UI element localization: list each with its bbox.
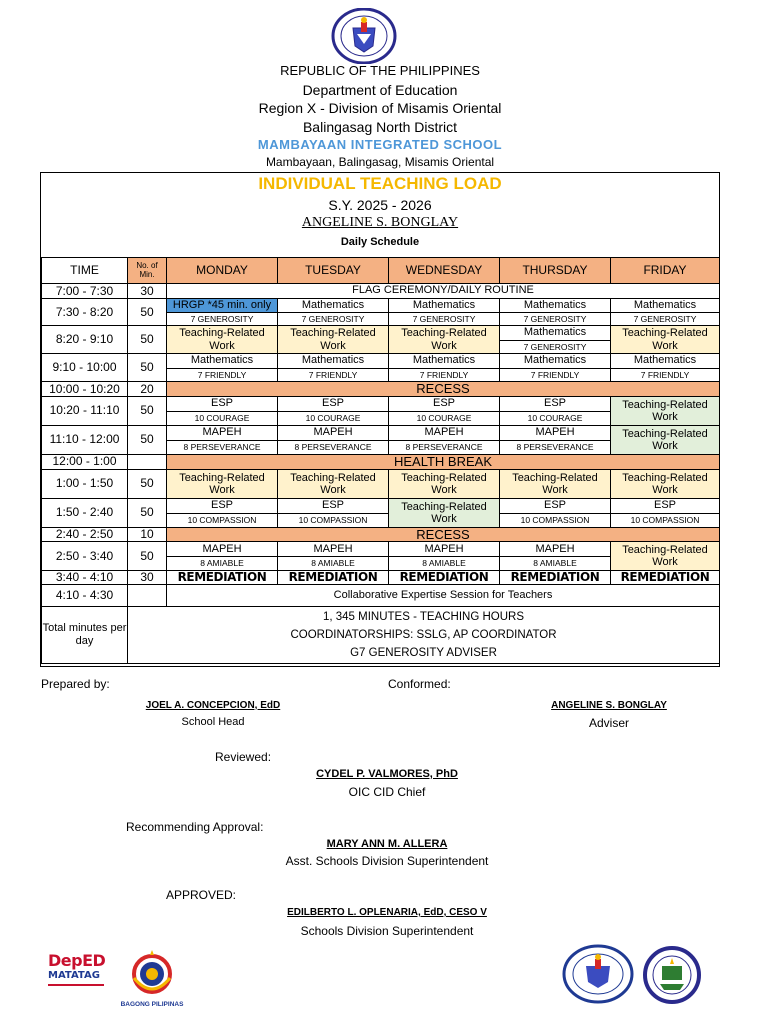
section-cell: 8 AMIABLE xyxy=(500,557,611,571)
table-row xyxy=(42,542,720,557)
teaching-related-work-cell: Teaching-Related Work xyxy=(611,425,720,454)
adviser-name: ANGELINE S. BONGLAY xyxy=(551,700,667,711)
remediation-cell: REMEDIATION xyxy=(500,571,611,585)
subject-cell: Mathematics xyxy=(278,299,389,313)
teaching-related-work-cell: Teaching-Related Work xyxy=(389,498,500,527)
col-header-minutes: No. of Min. xyxy=(128,258,167,284)
recess-cell: RECESS xyxy=(167,382,720,397)
time-cell: 9:10 - 10:00 xyxy=(42,354,128,382)
subject-cell: ESP xyxy=(167,396,278,411)
table-row xyxy=(42,585,720,607)
time-cell: 1:50 - 2:40 xyxy=(42,498,128,527)
section-cell: 8 PERSEVERANCE xyxy=(389,440,500,454)
minutes-cell: 30 xyxy=(128,284,167,299)
subject-cell: MAPEH xyxy=(389,542,500,557)
minutes-cell: 30 xyxy=(128,571,167,585)
section-cell: 7 GENEROSITY xyxy=(167,313,278,326)
subject-cell: MAPEH xyxy=(500,425,611,440)
header-republic: REPUBLIC OF THE PHILIPPINES xyxy=(280,63,480,78)
table-row xyxy=(42,354,720,369)
section-cell: 7 FRIENDLY xyxy=(611,369,720,382)
subject-cell: Mathematics xyxy=(611,354,720,369)
minutes-cell xyxy=(128,585,167,607)
section-cell: 8 PERSEVERANCE xyxy=(500,440,611,454)
minutes-cell xyxy=(128,454,167,469)
table-row xyxy=(42,498,720,513)
table-row xyxy=(42,469,720,498)
subject-cell: Mathematics xyxy=(611,299,720,313)
minutes-cell: 10 xyxy=(128,527,167,542)
header-address: Mambayaan, Balingasag, Misamis Oriental xyxy=(265,155,495,169)
time-cell: 2:40 - 2:50 xyxy=(42,527,128,542)
adviser-title: Adviser xyxy=(588,716,629,730)
col-header-monday: MONDAY xyxy=(167,258,278,284)
total-summary-cell xyxy=(128,607,720,664)
remediation-cell: REMEDIATION xyxy=(278,571,389,585)
minutes-cell: 50 xyxy=(128,299,167,326)
section-cell: 7 FRIENDLY xyxy=(278,369,389,382)
reviewed-label: Reviewed: xyxy=(215,750,272,764)
minutes-cell: 50 xyxy=(128,425,167,454)
time-cell: 3:40 - 4:10 xyxy=(42,571,128,585)
sds-name: EDILBERTO L. OPLENARIA, EdD, CESO V xyxy=(287,907,487,918)
section-cell: 10 COURAGE xyxy=(278,411,389,425)
time-cell: 10:20 - 11:10 xyxy=(42,396,128,425)
remediation-cell: REMEDIATION xyxy=(389,571,500,585)
school-year: S.Y. 2025 - 2026 xyxy=(328,197,432,213)
adviser-text: G7 GENEROSITY ADVISER xyxy=(350,647,497,660)
deped-division-seal-logo xyxy=(562,944,634,1004)
table-row xyxy=(42,454,720,469)
teaching-related-work-cell: Teaching-Related Work xyxy=(389,469,500,498)
header-district: Balingasag North District xyxy=(302,119,458,135)
section-cell: 8 PERSEVERANCE xyxy=(167,440,278,454)
section-cell: 7 FRIENDLY xyxy=(167,369,278,382)
table-row xyxy=(42,571,720,585)
subject-cell: ESP xyxy=(500,396,611,411)
teaching-related-work-cell: Teaching-Related Work xyxy=(389,326,500,354)
section-cell: 7 GENEROSITY xyxy=(611,313,720,326)
minutes-cell: 50 xyxy=(128,354,167,382)
deped-seal-logo xyxy=(331,8,397,64)
header-school-name: MAMBAYAAN INTEGRATED SCHOOL xyxy=(257,137,503,152)
subject-cell: Mathematics xyxy=(389,299,500,313)
time-cell: 2:50 - 3:40 xyxy=(42,542,128,571)
section-cell: 10 COURAGE xyxy=(389,411,500,425)
collaborative-session-cell: Collaborative Expertise Session for Teachers xyxy=(167,585,720,607)
section-cell: 8 AMIABLE xyxy=(167,557,278,571)
subject-cell: ESP xyxy=(500,498,611,513)
health-break-cell: HEALTH BREAK xyxy=(167,454,720,469)
matatag-wordmark: MATATAG xyxy=(48,970,100,981)
time-cell: 7:30 - 8:20 xyxy=(42,299,128,326)
cid-chief-name: CYDEL P. VALMORES, PhD xyxy=(316,768,458,780)
subject-cell: Mathematics xyxy=(278,354,389,369)
coordinatorships-text: COORDINATORSHIPS: SSLG, AP COORDINATOR xyxy=(290,629,557,642)
teaching-related-work-cell: Teaching-Related Work xyxy=(278,326,389,354)
subject-cell: MAPEH xyxy=(167,425,278,440)
subject-cell: ESP xyxy=(611,498,720,513)
asds-name: MARY ANN M. ALLERA xyxy=(326,838,448,850)
asds-title: Asst. Schools Division Superintendent xyxy=(285,854,489,868)
table-row xyxy=(42,527,720,542)
remediation-cell: REMEDIATION xyxy=(611,571,720,585)
subject-cell: ESP xyxy=(167,498,278,513)
teaching-related-work-cell: Teaching-Related Work xyxy=(611,469,720,498)
time-cell: 4:10 - 4:30 xyxy=(42,585,128,607)
header-department: Department of Education xyxy=(302,82,458,98)
sds-title: Schools Division Superintendent xyxy=(300,924,474,938)
minutes-cell: 50 xyxy=(128,498,167,527)
header-region: Region X - Division of Misamis Oriental xyxy=(258,100,502,116)
table-row xyxy=(42,425,720,440)
section-cell: 7 GENEROSITY xyxy=(500,341,611,354)
col-header-thursday: THURSDAY xyxy=(500,258,611,284)
subject-cell: ESP xyxy=(278,396,389,411)
subject-cell: ESP xyxy=(389,396,500,411)
bagong-pilipinas-emblem-icon xyxy=(118,948,186,996)
table-row xyxy=(42,284,720,299)
section-cell: 10 COURAGE xyxy=(167,411,278,425)
table-row xyxy=(42,382,720,397)
section-cell: 8 AMIABLE xyxy=(278,557,389,571)
teaching-hours-text: 1, 345 MINUTES - TEACHING HOURS xyxy=(322,610,525,623)
subject-cell: MAPEH xyxy=(278,425,389,440)
subject-cell: Mathematics xyxy=(500,326,611,341)
col-header-tuesday: TUESDAY xyxy=(278,258,389,284)
subject-cell: MAPEH xyxy=(278,542,389,557)
section-cell: 8 PERSEVERANCE xyxy=(278,440,389,454)
cid-chief-title: OIC CID Chief xyxy=(348,785,426,799)
subject-cell: HRGP *45 min. only xyxy=(167,299,278,313)
remediation-cell: REMEDIATION xyxy=(167,571,278,585)
teaching-related-work-cell: Teaching-Related Work xyxy=(611,396,720,425)
recess-cell: RECESS xyxy=(167,527,720,542)
section-cell: 10 COMPASSION xyxy=(278,513,389,527)
total-minutes-label: Total minutes per day xyxy=(42,607,128,664)
teaching-related-work-cell: Teaching-Related Work xyxy=(167,469,278,498)
section-cell: 7 GENEROSITY xyxy=(389,313,500,326)
section-cell: 7 FRIENDLY xyxy=(389,369,500,382)
section-cell: 7 GENEROSITY xyxy=(278,313,389,326)
section-cell: 10 COMPASSION xyxy=(500,513,611,527)
minutes-cell: 50 xyxy=(128,396,167,425)
minutes-cell: 50 xyxy=(128,542,167,571)
teaching-related-work-cell: Teaching-Related Work xyxy=(278,469,389,498)
total-row xyxy=(42,607,720,664)
subject-cell: Mathematics xyxy=(167,354,278,369)
approved-label: APPROVED: xyxy=(166,888,237,902)
minutes-cell: 50 xyxy=(128,469,167,498)
subject-cell: Mathematics xyxy=(500,299,611,313)
section-cell: 10 COMPASSION xyxy=(167,513,278,527)
section-cell: 10 COMPASSION xyxy=(611,513,720,527)
col-header-wednesday: WEDNESDAY xyxy=(389,258,500,284)
subject-cell: Mathematics xyxy=(389,354,500,369)
time-cell: 12:00 - 1:00 xyxy=(42,454,128,469)
table-row xyxy=(42,299,720,313)
recommending-approval-label: Recommending Approval: xyxy=(126,820,264,834)
time-cell: 8:20 - 9:10 xyxy=(42,326,128,354)
teaching-load-frame xyxy=(40,172,720,667)
school-head-name: JOEL A. CONCEPCION, EdD xyxy=(145,700,281,711)
school-head-title: School Head xyxy=(181,716,245,728)
teaching-related-work-cell: Teaching-Related Work xyxy=(500,469,611,498)
flag-ceremony-cell: FLAG CEREMONY/DAILY ROUTINE xyxy=(167,284,720,299)
teaching-related-work-cell: Teaching-Related Work xyxy=(167,326,278,354)
subject-cell: MAPEH xyxy=(389,425,500,440)
mambayaan-school-seal-logo xyxy=(640,946,704,1004)
deped-matatag-logo xyxy=(48,953,112,1003)
time-cell: 7:00 - 7:30 xyxy=(42,284,128,299)
minutes-cell: 20 xyxy=(128,382,167,397)
schedule-table xyxy=(41,257,720,664)
deped-wordmark: DepED xyxy=(48,951,106,970)
schedule-subtitle: Daily Schedule xyxy=(340,236,420,248)
bagong-pilipinas-logo xyxy=(118,948,186,1006)
section-cell: 7 GENEROSITY xyxy=(500,313,611,326)
section-cell: 7 FRIENDLY xyxy=(500,369,611,382)
section-cell: 10 COURAGE xyxy=(500,411,611,425)
subject-cell: MAPEH xyxy=(167,542,278,557)
time-cell: 10:00 - 10:20 xyxy=(42,382,128,397)
document-title: INDIVIDUAL TEACHING LOAD xyxy=(258,174,502,193)
teaching-related-work-cell: Teaching-Related Work xyxy=(611,326,720,354)
time-cell: 11:10 - 12:00 xyxy=(42,425,128,454)
subject-cell: MAPEH xyxy=(500,542,611,557)
bagong-pilipinas-wordmark: BAGONG PILIPINAS xyxy=(120,1001,184,1008)
teaching-related-work-cell: Teaching-Related Work xyxy=(611,542,720,571)
teacher-name: ANGELINE S. BONGLAY xyxy=(301,215,459,230)
subject-cell: Mathematics xyxy=(500,354,611,369)
minutes-cell: 50 xyxy=(128,326,167,354)
col-header-time: TIME xyxy=(42,258,128,284)
time-cell: 1:00 - 1:50 xyxy=(42,469,128,498)
table-row xyxy=(42,396,720,411)
table-header-row xyxy=(42,258,720,284)
prepared-by-label: Prepared by: xyxy=(41,677,110,691)
section-cell: 8 AMIABLE xyxy=(389,557,500,571)
subject-cell: ESP xyxy=(278,498,389,513)
table-row xyxy=(42,326,720,341)
conformed-label: Conformed: xyxy=(388,677,451,691)
col-header-friday: FRIDAY xyxy=(611,258,720,284)
